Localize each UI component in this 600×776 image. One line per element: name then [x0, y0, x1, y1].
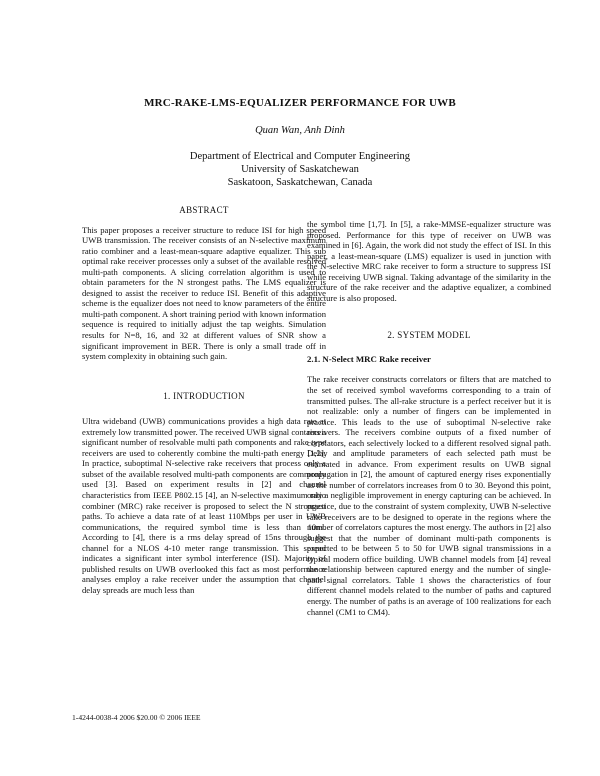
abstract-text: This paper proposes a receiver structure to reduce ISI for high speed UWB transmission. The receiver consists of an N-selective maximum ratio combiner and a least-mean-square adaptive equalizer. This sub optimal rake receiver processes only a subset of the available resolved multi-path components. A slicing correlation algorithm is used to obtain parameters for the N strongest paths. The LMS equalizer is designed to assist the receiver to reduce ISI. Benefit of this adaptive scheme is the equalizer does not need to know parameters of the entire multi-path component. A short training period with known information sequence is required to initially adjust the tap weights. Simulation results for N=8, 16, and 32 at different values of SNR show a significant improvement in BER. There is only a small trade off in system complexity in obtaining such gain.: [82, 224, 326, 362]
affiliation-block: [0, 150, 600, 189]
system-model-text: The rake receiver constructs correlators or filters that are matched to the set of received symbol waveforms corresponding to a train of transmitted pulses. The all-rake structure is a perfect receiver but it is not realizable: only a number of fingers can be implemented in practice. This leads to the use of suboptimal N-selective rake receivers. The receivers combine outputs of a fixed number of correlators, each selectively locked to a different resolved signal path. Delay and amplitude parameters of each selected path must be estimated in advance. From experiment results on UWB signal propagation in [2], the amount of captured energy rises exponentially as the number of correlators increases from 0 to 30. Beyond this point, only a negligible improvement in energy capturing can be achieved. In practice, due to the constraint of system complexity, UWB N-selective rake receivers are to be designed to operate in the regions where the number of correlators captures the most energy. The authors in [2] also suggest that the number of dominant multi-path components is expected to be between 5 to 50 for UWB signal transmissions in a typical modern office building. UWB channel models from [4] reveal the relationship between captured energy and the number of single-path signal correlators. Table 1 shows the characteristics of four different channel models related to the number of paths and captured energy. The number of paths is an average of 100 realizations for each channel (CM1 to CM4).: [307, 374, 551, 617]
affiliation-location: Saskatoon, Saskatchewan, Canada: [227, 177, 373, 188]
abstract-heading: ABSTRACT: [179, 205, 229, 215]
affiliation-department: Department of Electrical and Computer Engineering: [189, 151, 411, 162]
introduction-continued-text: the symbol time [1,7]. In [5], a rake-MMSE-equalizer structure was proposed. Performance for this type of receiver on UWB was examined in [6]. Again, the work did not study the effect of ISI. In this paper, a least-mean-square (LMS) equalizer is used in junction with the N-selective MRC rake receiver to form a structure to suppress ISI while receiving UWB signal. Taking advantage of the similarity in the structure of the rake receiver and the adaptive equalizer, a combined structure is also proposed.: [307, 219, 551, 303]
rake-receiver-subheading: 2.1. N-Select MRC Rake receiver: [307, 353, 431, 364]
introduction-heading: 1. INTRODUCTION: [163, 390, 245, 401]
introduction-text: Ultra wideband (UWB) communications provides a high data rate at extremely low transmitted power. The received UWB signal contains a significant number of resolvable multi path components and rake type receivers are used to coherently combine the multi-path energy [1,2]. In practice, suboptimal N-selective rake receivers that process only a subset of the available resolved multi-path components are commonly used [3]. Based on experiment results in [2] and channel characteristics from IEEE P802.15 [4], an N-selective maximum ratio combiner (MRC) rake receiver is proposed to select the N strongest paths. To achieve a data rate of at least 110Mbps per user in UWB communications, the required symbol time is less than 10ns. According to [4], there is a rms delay spread of 15ns through the channel for a NLOS 4-10 meter range transmission. This spread indicates a significant inter symbol interference (ISI). Majority of published results on UWB overlooked this fact as most performance analyses employ a rake receiver under the assumption that channel delay spreads are much less than: [82, 416, 326, 595]
copyright-footer: 1-4244-0038-4 2006 $20.00 © 2006 IEEE: [72, 713, 201, 722]
paper-title: MRC-RAKE-LMS-EQUALIZER PERFORMANCE FOR UWB: [144, 97, 456, 109]
right-column: [307, 219, 551, 617]
paper-authors: Quan Wan, Anh Dinh: [255, 125, 345, 136]
left-column: [82, 205, 326, 596]
system-model-heading: 2. SYSTEM MODEL: [387, 330, 471, 341]
affiliation-university: University of Saskatchewan: [241, 164, 359, 175]
